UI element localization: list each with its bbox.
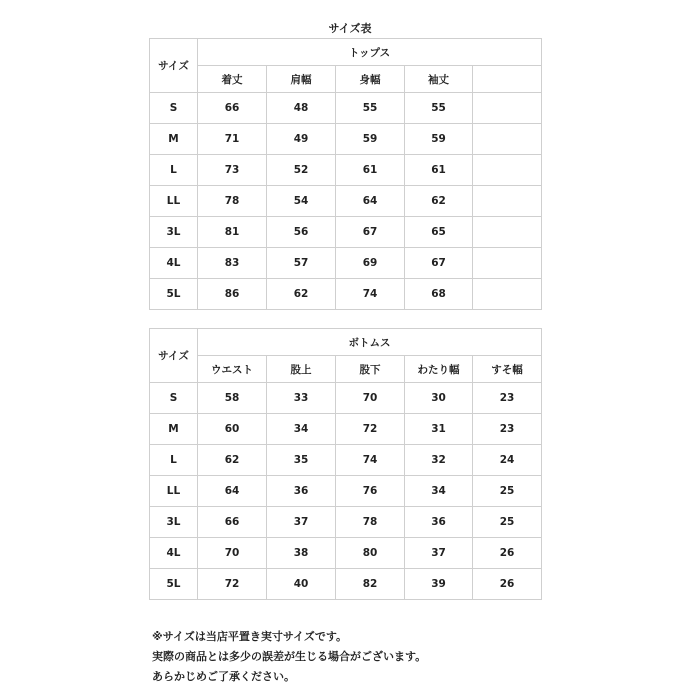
measurement-cell: 49 bbox=[267, 124, 336, 155]
measurement-cell: 82 bbox=[336, 569, 405, 600]
size-cell: S bbox=[150, 383, 198, 414]
measurement-cell: 30 bbox=[405, 383, 473, 414]
measurement-cell: 80 bbox=[336, 538, 405, 569]
measurement-cell: 62 bbox=[405, 186, 473, 217]
measurement-cell: 52 bbox=[267, 155, 336, 186]
measurement-cell: 33 bbox=[267, 383, 336, 414]
measurement-cell: 25 bbox=[473, 507, 542, 538]
size-header: サイズ bbox=[150, 39, 198, 93]
measurement-cell: 58 bbox=[198, 383, 267, 414]
note-line: ※サイズは当店平置き実寸サイズです。 bbox=[152, 630, 348, 643]
measurement-cell: 67 bbox=[336, 217, 405, 248]
size-cell: LL bbox=[150, 476, 198, 507]
size-cell: 5L bbox=[150, 279, 198, 310]
measurement-cell: 69 bbox=[336, 248, 405, 279]
column-header: ウエスト bbox=[198, 356, 267, 383]
measurement-cell: 66 bbox=[198, 507, 267, 538]
tops-group-header: トップス bbox=[198, 39, 542, 66]
measurement-cell: 86 bbox=[198, 279, 267, 310]
page-title: サイズ表 bbox=[328, 22, 372, 35]
measurement-cell: 35 bbox=[267, 445, 336, 476]
size-cell: M bbox=[150, 414, 198, 445]
bottoms-table-body bbox=[150, 329, 542, 600]
bottoms-group-header: ボトムス bbox=[198, 329, 542, 356]
measurement-cell: 34 bbox=[267, 414, 336, 445]
tops-table-body bbox=[150, 39, 542, 310]
column-header: 身幅 bbox=[336, 66, 405, 93]
measurement-cell: 62 bbox=[267, 279, 336, 310]
size-cell: L bbox=[150, 445, 198, 476]
measurement-cell: 39 bbox=[405, 569, 473, 600]
measurement-cell: 76 bbox=[336, 476, 405, 507]
measurement-cell: 26 bbox=[473, 538, 542, 569]
measurement-cell bbox=[473, 279, 542, 310]
note-line: 実際の商品とは多少の誤差が生じる場合がございます。 bbox=[152, 650, 427, 663]
measurement-cell: 57 bbox=[267, 248, 336, 279]
measurement-cell: 34 bbox=[405, 476, 473, 507]
measurement-cell: 67 bbox=[405, 248, 473, 279]
table-row bbox=[150, 217, 542, 248]
measurement-cell: 55 bbox=[336, 93, 405, 124]
measurement-cell: 71 bbox=[198, 124, 267, 155]
size-cell: 4L bbox=[150, 538, 198, 569]
measurement-cell bbox=[473, 186, 542, 217]
table-row bbox=[150, 414, 542, 445]
measurement-cell: 25 bbox=[473, 476, 542, 507]
size-cell: 4L bbox=[150, 248, 198, 279]
size-header: サイズ bbox=[150, 329, 198, 383]
size-cell: 5L bbox=[150, 569, 198, 600]
measurement-cell: 74 bbox=[336, 445, 405, 476]
measurement-cell: 48 bbox=[267, 93, 336, 124]
column-header: すそ幅 bbox=[473, 356, 542, 383]
size-notes bbox=[152, 627, 426, 687]
column-header: 肩幅 bbox=[267, 66, 336, 93]
measurement-cell: 70 bbox=[336, 383, 405, 414]
measurement-cell bbox=[473, 124, 542, 155]
measurement-cell: 36 bbox=[405, 507, 473, 538]
size-cell: 3L bbox=[150, 507, 198, 538]
table-row bbox=[150, 279, 542, 310]
measurement-cell: 37 bbox=[405, 538, 473, 569]
measurement-cell: 64 bbox=[198, 476, 267, 507]
table-row bbox=[150, 124, 542, 155]
measurement-cell: 72 bbox=[336, 414, 405, 445]
measurement-cell: 70 bbox=[198, 538, 267, 569]
measurement-cell: 60 bbox=[198, 414, 267, 445]
note-line: あらかじめご了承ください。 bbox=[152, 670, 295, 683]
column-header: わたり幅 bbox=[405, 356, 473, 383]
column-header bbox=[473, 66, 542, 93]
table-row bbox=[150, 507, 542, 538]
table-row bbox=[150, 93, 542, 124]
table-row bbox=[150, 476, 542, 507]
measurement-cell: 55 bbox=[405, 93, 473, 124]
column-header: 股下 bbox=[336, 356, 405, 383]
measurement-cell: 83 bbox=[198, 248, 267, 279]
size-cell: 3L bbox=[150, 217, 198, 248]
column-header: 股上 bbox=[267, 356, 336, 383]
measurement-cell: 54 bbox=[267, 186, 336, 217]
measurement-cell: 59 bbox=[336, 124, 405, 155]
measurement-cell: 23 bbox=[473, 414, 542, 445]
measurement-cell: 81 bbox=[198, 217, 267, 248]
measurement-cell: 73 bbox=[198, 155, 267, 186]
measurement-cell: 78 bbox=[198, 186, 267, 217]
bottoms-size-table bbox=[149, 328, 542, 600]
size-cell: LL bbox=[150, 186, 198, 217]
measurement-cell: 31 bbox=[405, 414, 473, 445]
measurement-cell: 61 bbox=[336, 155, 405, 186]
measurement-cell: 74 bbox=[336, 279, 405, 310]
table-row bbox=[150, 538, 542, 569]
size-cell: S bbox=[150, 93, 198, 124]
measurement-cell bbox=[473, 93, 542, 124]
measurement-cell: 61 bbox=[405, 155, 473, 186]
measurement-cell: 38 bbox=[267, 538, 336, 569]
measurement-cell: 40 bbox=[267, 569, 336, 600]
measurement-cell: 65 bbox=[405, 217, 473, 248]
size-cell: M bbox=[150, 124, 198, 155]
column-header: 着丈 bbox=[198, 66, 267, 93]
column-header: 袖丈 bbox=[405, 66, 473, 93]
measurement-cell: 24 bbox=[473, 445, 542, 476]
measurement-cell: 59 bbox=[405, 124, 473, 155]
measurement-cell: 64 bbox=[336, 186, 405, 217]
measurement-cell: 56 bbox=[267, 217, 336, 248]
tops-size-table bbox=[149, 38, 542, 310]
measurement-cell: 62 bbox=[198, 445, 267, 476]
measurement-cell: 66 bbox=[198, 93, 267, 124]
table-row bbox=[150, 248, 542, 279]
measurement-cell: 36 bbox=[267, 476, 336, 507]
measurement-cell: 72 bbox=[198, 569, 267, 600]
table-row bbox=[150, 155, 542, 186]
measurement-cell: 23 bbox=[473, 383, 542, 414]
measurement-cell: 32 bbox=[405, 445, 473, 476]
measurement-cell: 78 bbox=[336, 507, 405, 538]
table-row bbox=[150, 445, 542, 476]
measurement-cell bbox=[473, 217, 542, 248]
size-cell: L bbox=[150, 155, 198, 186]
measurement-cell: 37 bbox=[267, 507, 336, 538]
table-row bbox=[150, 186, 542, 217]
table-row bbox=[150, 569, 542, 600]
measurement-cell bbox=[473, 248, 542, 279]
measurement-cell bbox=[473, 155, 542, 186]
measurement-cell: 26 bbox=[473, 569, 542, 600]
table-row bbox=[150, 383, 542, 414]
measurement-cell: 68 bbox=[405, 279, 473, 310]
